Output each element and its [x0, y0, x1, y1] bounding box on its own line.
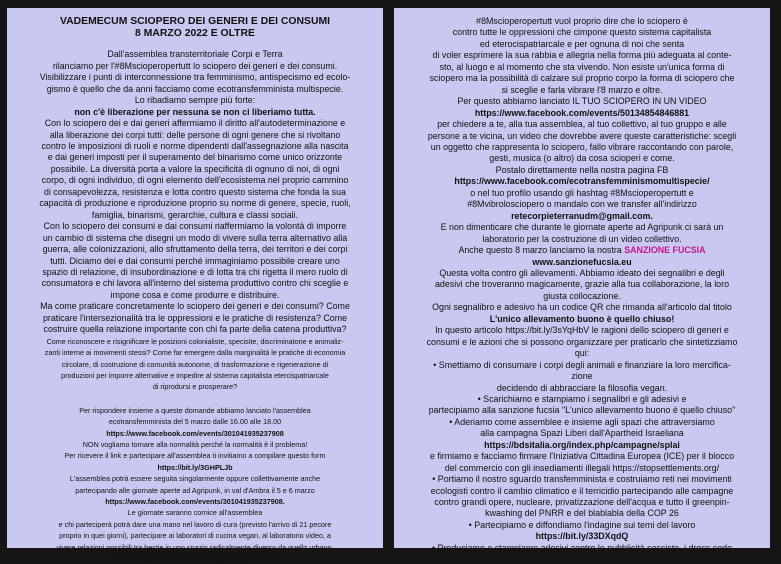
body-line: o nel tuo profilo usando gli hashtag #8Mscioperopertutt e: [470, 187, 694, 198]
body-line: consumatorə e chi lavora all'interno del sistema produttivo contro chi sceglie e: [41, 278, 349, 289]
body-line: si sceglie e farla vibrare l'8 marzo e oltre.: [501, 84, 663, 95]
body-line: e dai generi imposti per il superamento del binarismo come unico orizzonte: [47, 152, 343, 163]
body-line: un oggetto che rappresenta lo sciopero, fallo vibrare raccontando con parole,: [430, 141, 734, 152]
bullet-item: • Scarichiamo e stampiamo i segnalibri e gli adesivi e: [477, 393, 687, 404]
bullet-item: contro grandi opere, nucleare, privatizzazione dell'acqua e tutto il greenpin-: [434, 497, 730, 508]
right-column: [394, 8, 770, 553]
assembly-line: ecotransfemminista del 5 marzo dalle 16.00 alle 18.00: [108, 417, 282, 427]
body-line: sciopero ma la possibilità di calzare sul proprio corpo la forma di sciopero che: [429, 73, 735, 84]
bullet-item: zione: [571, 371, 593, 382]
body-line: Ogni segnalibro e adesivo ha un codice QR che rimanda all'articolo dal titolo: [432, 302, 732, 313]
body-line: In questo articolo https://bit.ly/3sYqHbV le ragioni dello sciopero di generi e: [435, 325, 729, 336]
body-line: contro tutte le oppressioni che cimpone questo sistema capitalista: [452, 27, 712, 38]
bullet-item: alla campagna Spazi Liberi dall'Apartheid Israeliana: [480, 428, 684, 439]
intro-line: rilanciamo per l'#8Mscioperopertutt lo sciopero dei generi e dei consumi.: [52, 60, 338, 71]
body-line: qui:: [574, 348, 590, 359]
assembly-line: Per rispondere insieme a queste domande abbiamo lanciato l'assemblea: [79, 405, 311, 415]
bullet-item: kwashing del PNRR e del blablabla della COP 26: [485, 508, 679, 519]
body-line: di voler esprimere la sua rabbia e allegria nella forma più adeguata al conte-: [432, 50, 732, 61]
body-line: un cambio di sistema che disegni un modo di vivere sulla terra alternativo alla: [42, 232, 348, 243]
assembly-line: vivere relazioni possibili tra bestie in uno spazio radicalmente diverso da quello urbano.: [56, 542, 334, 552]
body-line: spazio di relazione, di insubordinazione e di lotta tra chi rigetta il mero ruolo di: [42, 267, 348, 278]
contact-line: Per partecipare scrivere a prenotazioni@agripunk.com: [108, 554, 282, 564]
bullet-item: partecipiamo alla sanzione fucsia "L'unico allevamento buono è quello chiuso": [428, 405, 736, 416]
question-small-line: Come riconoscere e risignificare le posizioni colonialiste, specisite, discriminatorie e animaliz-: [46, 336, 344, 346]
question-small-line: circolare, di costruzione di comunità autonome, di trasformazione e rigenerazione di: [61, 359, 329, 369]
intro-line: Lo ribadiamo sempre più forte:: [134, 95, 256, 106]
assembly-line: L'assemblea potrà essere seguita singolarmente oppure collettivamente anche: [69, 474, 321, 484]
body-line: corpo, di ogni individuo, di ogni elemento dell'ecosistema nel proprio cammino: [41, 175, 349, 186]
bullet-item: e firmiamo e facciamo firmare l'Iniziativa Cittadina Europea (ICE) per il blocco: [429, 451, 735, 462]
body-line: alla liberazione dei corpi tutti: delle persone di ogni genere che si rivoltano: [49, 129, 341, 140]
body-line: laboratorio per la costruzione di un video collettivo.: [482, 233, 682, 244]
bullet-item: • Smettiamo di consumare i corpi degli animali e finanziare la loro mercifica-: [433, 359, 731, 370]
slogan: non c'è liberazione per nessuna se non ci liberiamo tutta.: [74, 106, 316, 117]
body-line: #8Mvibrolosciopero o mandalo con we transfer all'indirizzo: [467, 199, 697, 210]
document-date: 8 MARZO 2022 E OLTRE: [135, 28, 255, 40]
body-line: capacità di produzione e riproduzione proprio su norme di genere, specie, ruoli,: [39, 198, 351, 209]
question-small-line: zanti interne ai movimenti stessi? Come far emergere dalla marginalità le pratiche di economia: [44, 348, 346, 358]
body-line: possibile. La diversità porta a valore la specificità di ognuno di noi, di ogni: [50, 163, 340, 174]
body-line: impone cosa e come produrre e distribuire.: [110, 289, 280, 300]
facebook-event-link[interactable]: https://www.facebook.com/events/501348548468​81: [474, 107, 690, 118]
sanzione-website-link[interactable]: www.sanzionefucsia.eu: [532, 256, 632, 267]
question-line: costruire quella relazione importante con chi fa parte della catena produttiva?: [43, 324, 347, 335]
document-title: VADEMECUM SCIOPERO DEI GENERI E DEI CONSUMI: [60, 16, 330, 27]
body-line: sto, al luogo e al momento che sta vivendo. Non esiste un'unica forma di: [439, 61, 725, 72]
body-line: gesti, musica (o altro) da cosa scioperi e come.: [489, 153, 675, 164]
assembly-line: NON vogliamo tornare alla normalità perché la normalità è il problema!: [82, 439, 308, 449]
form-link[interactable]: https://bit.ly/3GHPLJb: [157, 462, 233, 472]
bds-link[interactable]: https://bdsitalia.org/index.php/campagne/splai: [484, 439, 680, 450]
assembly-line: proprio in quei giorni), partecipare ai laboratori di cucina vegan, al laboratorio video, a: [59, 531, 331, 541]
body-line: consumi e le azioni che si possono organizzare per praticarlo che sintetizziamo: [426, 336, 738, 347]
bullet-item: • Partecipiamo e diffondiamo l'indagine sui temi del lavoro: [468, 519, 696, 530]
body-line: famiglia, binarismi, gerarchie, cultura e classi sociali.: [91, 209, 299, 220]
facebook-event-link[interactable]: https://www.facebook.com/events/301041935237908.: [105, 497, 285, 507]
bullet-item: ecologisti contro il cambio climatico e il terricidio partecipando alle campagne: [430, 485, 734, 496]
bullet-item: • Produciamo e stampiamo adesivi contro le pubblicità sessiste, i dress code: [431, 542, 733, 553]
body-line: guerra, alle colonizzazioni, allo sfruttamento della terra, dei territori e dei corpi: [42, 244, 348, 255]
body-line: Con lo sciopero dei consumi e dai consumi riaffermiamo la volontà di imporre: [43, 221, 347, 232]
body-line: giusta collocazione.: [543, 290, 621, 301]
body-line: per chiedere a te, alla tua assemblea, al tuo collettivo, al tuo gruppo e alle: [437, 119, 727, 130]
body-line: tutti. Diciamo dei e dai consumi perché immaginiamo possibile creare uno: [50, 255, 340, 266]
sanzione-fucsia-highlight: SANZIONE FUCSIA: [624, 245, 706, 256]
question-line: praticare l'intersezionalità tra le oppressioni e le pratiche di resistenza? Come: [42, 312, 348, 323]
sanzione-line: Anche questo 8 marzo lanciamo la nostra SANZIONE FUCSIA: [458, 245, 706, 256]
facebook-page-link[interactable]: https://www.facebook.com/ecotransfemminismomultispecie/: [454, 176, 710, 187]
body-line: adesivi che troveranno magicamente, grazie alla tua collaborazione, la loro: [434, 279, 730, 290]
bullet-item: • Portiamo il nostro sguardo transfemminista e costruiamo reti nei movimenti: [432, 474, 732, 485]
body-line: Questa volta contro gli allevamenti. Abbiamo ideato dei segnalibri e degli: [439, 267, 725, 278]
body-line: di consapevolezza, resistenza e lotta contro questo sistema che fonda la sua: [44, 186, 346, 197]
body-line: #8Mscioperopertutt vuol proprio dire che lo sciopero è: [476, 16, 688, 26]
intro-line: gismo è quello che da anni facciamo come ecotransfemminista multispecie.: [46, 83, 344, 94]
bullet-item: decidendo di abbracciare la filosofia vegan.: [496, 382, 668, 393]
spacer: [13, 393, 377, 405]
body-line: Postalo direttamente nella nostra pagina FB: [495, 164, 669, 175]
left-column: [7, 8, 383, 564]
question-small-line: produzioni per imporre alternative e impedire al sistema capitalista etercispatriarcale: [61, 370, 329, 380]
body-line: Con lo sciopero dei e dai generi affermiamo il diritto all'autodeterminazione e: [44, 118, 346, 129]
email-link[interactable]: retecorpieterranudm@gmail.com.: [511, 210, 653, 221]
assembly-line: e chi parteciperà potrà dare una mano nel lavoro di cura (previsto l'arrivo di 21 pecore: [58, 519, 332, 529]
intro-line: Visibilizzare i punti di interconnessione tra femminismo, antispecismo ed ecolo-: [39, 72, 351, 83]
facebook-event-link[interactable]: https://www.facebook.com/events/301041935237908: [106, 428, 284, 438]
survey-link[interactable]: https://bit.ly/33DXqdQ: [535, 531, 629, 542]
assembly-line: partecipando alle giornate aperte ad Agripunk, in val d'Ambra il 5 e 6 marzo: [75, 485, 315, 495]
question-small-line: di riprodursi e prosperare?: [152, 382, 238, 392]
question-line: Ma come praticare concretamente lo sciopero dei generi e dei consumi? Come: [40, 301, 350, 312]
body-line: E non dimenticare che durante le giornate aperte ad Agripunk ci sarà un: [440, 222, 724, 233]
body-line: persone a te vicina, un video che dovrebbe avere queste caratteristiche: scegli: [427, 130, 737, 141]
body-line: ed eterocispatriarcale e per ognuna di noi che senta: [479, 38, 685, 49]
body-line: contro le imposizioni di ruoli e norme dipendenti dall'assegnazione alla nascita: [41, 141, 349, 152]
bullet-item: del commercio con gli insediamenti illegali https://stopsettlements.org/: [444, 462, 720, 473]
article-title: L'unico allevamento buono è quello chiuso!: [489, 313, 675, 324]
intro-line: Dall'assemblea transterritoriale Corpi e Terra: [107, 49, 283, 60]
bullet-item: • Aderiamo come assemblee e insieme agli spazi che attraversiamo: [449, 416, 715, 427]
assembly-line: Per ricevere il link e partecipare all'assemblea ti invitiamo a compilare questo form: [64, 451, 326, 461]
assembly-line: Le giornate saranno cornice all'assemblea: [127, 508, 263, 518]
body-line: Per questo abbiamo lanciato IL TUO SCIOPERO IN UN VIDEO: [457, 96, 707, 107]
